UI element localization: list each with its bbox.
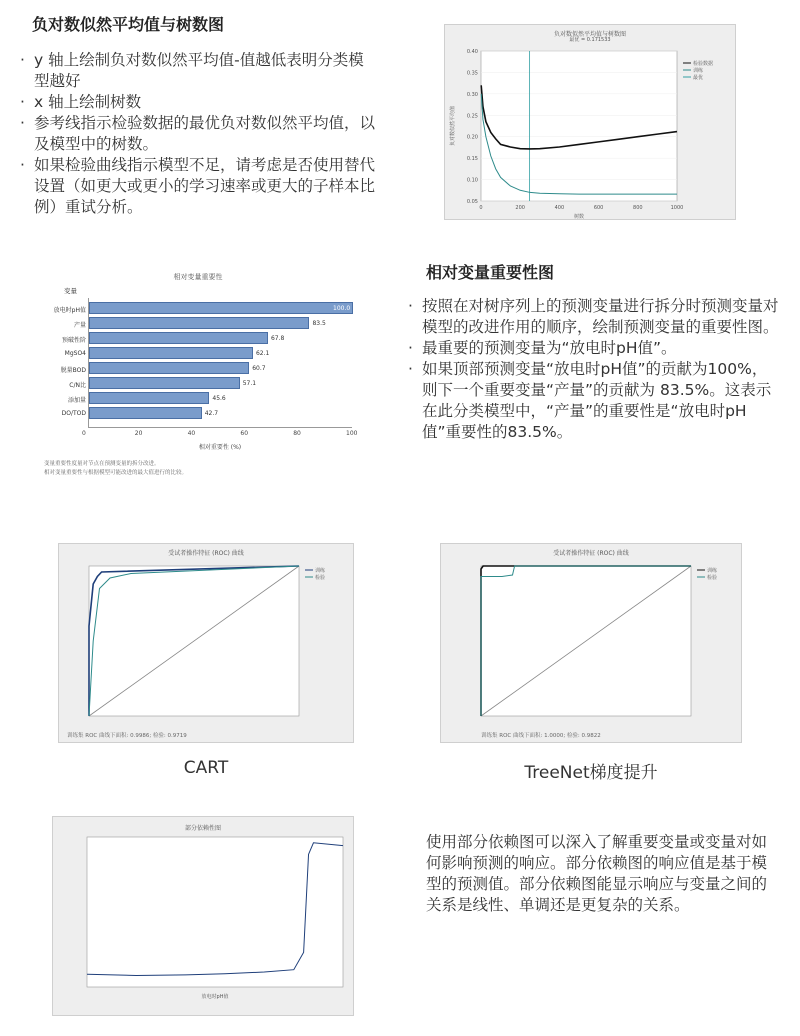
bar-row: [64, 347, 353, 361]
chart-title: 相对变量重要性: [173, 273, 223, 281]
list-item: · 按照在对树序列上的预测变量进行拆分时预测变量对模型的改进作用的顺序，绘制预测变量的重要性图。: [406, 296, 780, 338]
bar-category-label: MgSO4: [64, 350, 86, 357]
x-axis-label: 放电时pH值: [201, 994, 229, 1000]
legend: [697, 567, 718, 581]
list-item: · 最重要的预测变量为“放电时pH值”。: [406, 338, 780, 359]
x-tick-label: 400: [554, 205, 565, 211]
bar-value-label: 83.5: [312, 320, 326, 327]
x-tick-label: 60: [240, 430, 249, 437]
bar-value-label: 100.0: [333, 305, 351, 312]
bar-area: [53, 298, 352, 428]
list-item: · 参考线指示检验数据的最优负对数似然平均值，以及模型中的树数。: [18, 113, 378, 155]
x-tick-label: 0: [82, 430, 86, 437]
bar-row: [61, 332, 353, 346]
legend: [683, 60, 713, 81]
y-tick-label: 0.10: [466, 177, 478, 184]
x-axis-label: 树数: [573, 214, 585, 220]
bar-value-label: 45.6: [212, 395, 226, 402]
legend-label: 训练: [707, 568, 718, 574]
list-item: · 如果顶部预测变量“放电时pH值”的贡献为100%，则下一个重要变量“产量”的贡献为 83.5%。这表示在此分类模型中，“产量”的重要性是“放电时pH值”重要性的83.5%。: [406, 359, 780, 443]
bar-category-label: 放电时pH值: [53, 307, 86, 314]
legend-label: 最优: [693, 75, 704, 81]
bar-category-label: 产量: [73, 322, 86, 329]
bar-category-label: C/N比: [69, 382, 86, 389]
importance-chart-panel: [38, 262, 358, 488]
x-tick-label: 0: [479, 205, 483, 211]
chart-title: 部分依赖性图: [184, 825, 221, 832]
plot-area: [87, 837, 343, 987]
x-tick-label: 600: [593, 205, 604, 211]
bar-value-label: 42.7: [204, 410, 219, 417]
y-tick-label: 0.25: [466, 113, 478, 120]
y-tick-label: 0.40: [466, 49, 478, 55]
bar: [89, 377, 240, 389]
importance-bullets: [406, 296, 780, 443]
x-ticks: [82, 430, 358, 440]
legend: [305, 567, 326, 581]
bar: [89, 347, 253, 359]
y-axis-label: 负对数似然平均值: [450, 105, 456, 147]
loglik-chart-panel: [444, 24, 736, 220]
pdp-chart: [53, 831, 353, 1001]
loglik-bullets: [18, 50, 378, 218]
chart-title: 负对数似然平均值与树数图: [553, 31, 626, 38]
y-tick-label: 0.35: [466, 70, 478, 77]
legend-label: 训练: [693, 68, 704, 74]
bar: [89, 392, 209, 404]
legend-label: 训练: [315, 568, 326, 574]
bar: [89, 407, 202, 419]
bar: [89, 362, 249, 374]
bar-row: [73, 317, 353, 331]
footnote: 变量重要性度量对节点在预测变量的拆分改进。: [44, 461, 160, 467]
footnote: 相对变量重要性与根据模型可能改进的最大值进行的比较。: [44, 470, 188, 476]
legend-label: 检验数据: [693, 61, 714, 67]
y-tick-label: 0.05: [466, 199, 478, 205]
footnote: 训练集 ROC 曲线下面积: 0.9986; 检验: 0.9719: [67, 733, 187, 739]
list-item: · 如果检验曲线指示模型不足，请考虑是否使用替代设置（如更大或更小的学习速率或更大的子样本比例）重试分析。: [18, 155, 378, 218]
bar-row: [61, 407, 353, 421]
bar-value-label: 62.1: [255, 350, 270, 357]
y-tick-label: 0.20: [466, 134, 478, 141]
bar-category-label: DO/TOD: [61, 410, 86, 417]
bar-row: [69, 377, 353, 391]
axis-title: 变量: [64, 287, 77, 295]
bar-category-label: 预破性阶: [61, 337, 86, 344]
roc-treenet-panel: [440, 543, 742, 743]
x-tick-label: 40: [187, 430, 196, 437]
bar-category-label: 添加量: [67, 397, 86, 404]
bar-value-label: 60.7: [252, 365, 266, 372]
chart-title: 受试者操作特征 (ROC) 曲线: [168, 550, 244, 557]
x-tick-label: 100: [346, 430, 358, 437]
bar-row: [53, 302, 353, 316]
roc-cart-chart: [59, 558, 353, 728]
bar-value-label: 67.8: [270, 335, 285, 342]
bar-row: [67, 392, 353, 406]
chart-subtitle: 最优 = 0.171533: [569, 37, 611, 43]
x-tick-label: 800: [633, 205, 643, 211]
loglik-chart: [445, 41, 735, 221]
x-tick-label: 200: [515, 205, 525, 211]
bar: [89, 302, 353, 314]
roc-treenet-chart: [441, 558, 741, 728]
bar: [89, 332, 268, 344]
importance-heading: 相对变量重要性图: [426, 263, 555, 282]
bar-value-label: 57.1: [242, 380, 257, 387]
legend-label: 检验: [707, 575, 718, 581]
roc-cart-panel: [58, 543, 354, 743]
legend-label: 检验: [315, 575, 326, 581]
dependence-text: 使用部分依赖图可以深入了解重要变量或变量对如何影响预测的响应。部分依赖图的响应值是基于模型的预测值。部分依赖图能显示响应与变量之间的关系是线性、单调还是更复杂的关系。: [426, 833, 768, 914]
x-tick-label: 20: [134, 430, 143, 437]
x-axis-label: 相对重要性 (%): [198, 444, 242, 451]
bar-row: [60, 362, 353, 376]
x-tick-label: 1000: [670, 205, 684, 211]
chart-title: 受试者操作特征 (ROC) 曲线: [553, 550, 629, 557]
list-item: · x 轴上绘制树数: [18, 92, 378, 113]
bar: [89, 317, 309, 329]
y-tick-label: 0.30: [466, 91, 478, 98]
plot-area: [481, 51, 677, 201]
bar-category-label: 脱量BOD: [60, 367, 86, 374]
roc-cart-caption: CART: [183, 758, 229, 778]
y-tick-label: 0.15: [466, 156, 478, 163]
roc-treenet-caption: TreeNet梯度提升: [524, 763, 658, 783]
x-tick-label: 80: [293, 430, 301, 437]
loglik-heading: 负对数似然平均值与树数图: [32, 15, 225, 34]
pdp-panel: [52, 816, 354, 1016]
list-item: · y 轴上绘制负对数似然平均值-值越低表明分类模型越好: [18, 50, 378, 92]
footnote: 训练集 ROC 曲线下面积: 1.0000; 检验: 0.9822: [481, 733, 601, 739]
